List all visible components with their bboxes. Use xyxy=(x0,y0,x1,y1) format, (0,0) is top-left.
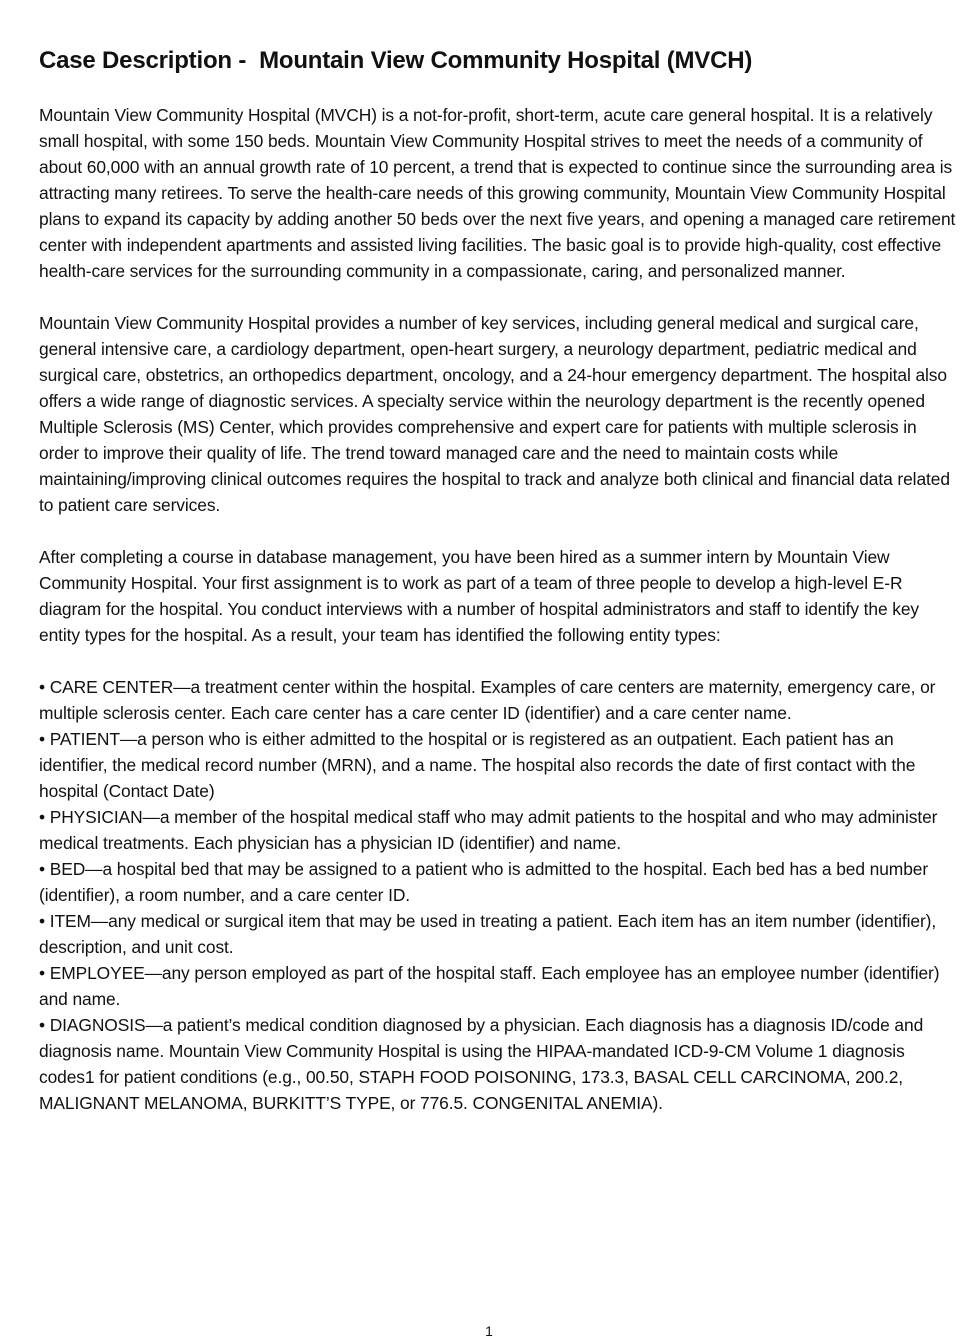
services-paragraph: Mountain View Community Hospital provides a number of key services, including general medical and surgical care, general intensive care, a cardiology department, open-heart surgery, a neurology department, pediatric medical and surgical care, obstetrics, an orthopedics department, oncology, and a 24-hour emergency department. The hospital also offers a wide range of diagnostic services. A specialty service within the neurology department is the recently opened Multiple Sclerosis (MS) Center, which provides comprehensive and expert care for patients with multiple sclerosis in order to improve their quality of life. The trend toward managed care and the need to maintain costs while maintaining/improving clinical outcomes requires the hospital to track and analyze both clinical and financial data related to patient care services. xyxy=(39,313,950,515)
entity-bed: • BED—a hospital bed that may be assigned to a patient who is admitted to the hospital. Each bed has a bed number (identifier), a room number, and a care center ID. xyxy=(39,859,929,905)
entity-item: • ITEM—any medical or surgical item that may be used in treating a patient. Each item has an item number (identifier), description, and unit cost. xyxy=(39,911,937,957)
entity-diagnosis: • DIAGNOSIS—a patient’s medical condition diagnosed by a physician. Each diagnosis has a diagnosis ID/code and diagnosis name. Mountain View Community Hospital is using the HIPAA-mandated ICD-9-CM Volume 1 diagnosis codes1 for patient conditions (e.g., 00.50, STAPH FOOD POISONING, 173.3, BASAL CELL CARCINOMA, 200.2, MALIGNANT MELANOMA, BURKITT’S TYPE, or 776.5. CONGENITAL ANEMIA). xyxy=(39,1015,924,1113)
document-page xyxy=(39,44,959,1116)
page-number: 1 xyxy=(485,1323,493,1339)
assignment-paragraph: After completing a course in database management, you have been hired as a summer intern by Mountain View Community Hospital. Your first assignment is to work as part of a team of three people to develop a high-level E-R diagram for the hospital. You conduct interviews with a number of hospital administrators and staff to identify the key entity types for the hospital. As a result, your team has identified the following entity types: xyxy=(39,547,920,645)
page-title: Case Description - Mountain View Community Hospital (MVCH) xyxy=(39,47,753,74)
entity-physician: • PHYSICIAN—a member of the hospital medical staff who may admit patients to the hospital and who may administer medical treatments. Each physician has a physician ID (identifier) and name. xyxy=(39,807,938,853)
entity-employee: • EMPLOYEE—any person employed as part of the hospital staff. Each employee has an employee number (identifier) and name. xyxy=(39,963,940,1009)
intro-paragraph: Mountain View Community Hospital (MVCH) is a not-for-profit, short-term, acute care general hospital. It is a relatively small hospital, with some 150 beds. Mountain View Community Hospital strives to meet the needs of a community of about 60,000 with an annual growth rate of 10 percent, a trend that is expected to continue since the surrounding area is attracting many retirees. To serve the health-care needs of this growing community, Mountain View Community Hospital plans to expand its capacity by adding another 50 beds over the next five years, and opening a managed care retirement center with independent apartments and assisted living facilities. The basic goal is to provide high-quality, cost effective health-care services for the surrounding community in a compassionate, caring, and personalized manner. xyxy=(39,105,956,281)
entity-type-list xyxy=(39,674,959,1116)
entity-care-center: • CARE CENTER—a treatment center within the hospital. Examples of care centers are maternity, emergency care, or multiple sclerosis center. Each care center has a care center ID (identifier) and a care center name. xyxy=(39,677,936,723)
entity-patient: • PATIENT—a person who is either admitted to the hospital or is registered as an outpatient. Each patient has an identifier, the medical record number (MRN), and a name. The hospital also records the date of first contact with the hospital (Contact Date) xyxy=(39,729,916,801)
